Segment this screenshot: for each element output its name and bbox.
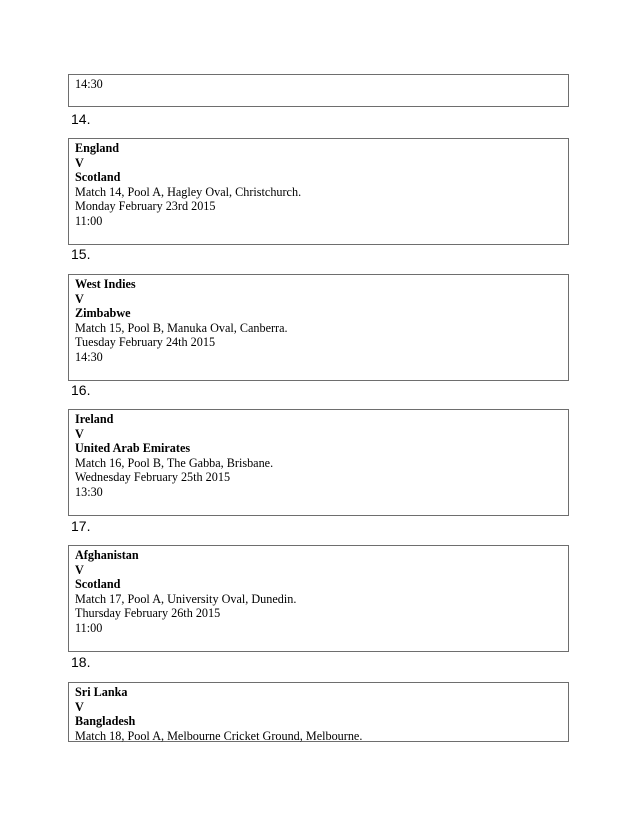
match-box [68, 274, 569, 381]
match-number: 15. [71, 246, 91, 262]
match-box-previous [68, 74, 569, 107]
match-date: Tuesday February 24th 2015 [75, 335, 216, 350]
match-number: 16. [71, 382, 91, 398]
team-home: England [75, 141, 120, 155]
team-away: Scotland [75, 170, 121, 185]
match-box [68, 138, 569, 245]
match-box [68, 545, 569, 652]
match-time: 14:30 [75, 77, 103, 91]
match-time: 14:30 [75, 349, 103, 364]
match-number: 17. [71, 518, 91, 534]
team-home: Afghanistan [75, 548, 139, 562]
match-time: 11:00 [75, 620, 103, 635]
team-away: Zimbabwe [75, 306, 131, 321]
versus-label: V [75, 291, 84, 306]
match-date: Wednesday February 25th 2015 [75, 470, 231, 485]
team-home: Ireland [75, 412, 114, 426]
match-number: 14. [71, 111, 91, 127]
match-details: Match 16, Pool B, The Gabba, Brisbane. [75, 455, 274, 470]
team-away: Scotland [75, 577, 121, 592]
versus-label: V [75, 562, 84, 577]
versus-label: V [75, 155, 84, 170]
team-home: West Indies [75, 277, 136, 291]
match-details: Match 15, Pool B, Manuka Oval, Canberra. [75, 320, 288, 335]
match-details: Match 14, Pool A, Hagley Oval, Christchurch. [75, 184, 302, 199]
match-details: Match 18, Pool A, Melbourne Cricket Ground, Melbourne. [75, 728, 363, 743]
match-box [68, 409, 569, 516]
team-home: Sri Lanka [75, 685, 128, 699]
match-date: Monday February 23rd 2015 [75, 199, 216, 214]
versus-label: V [75, 426, 84, 441]
team-away: Bangladesh [75, 714, 136, 729]
match-box [68, 682, 569, 742]
match-time: 11:00 [75, 213, 103, 228]
team-away: United Arab Emirates [75, 441, 191, 456]
match-number: 18. [71, 654, 91, 670]
match-time: 13:30 [75, 484, 103, 499]
match-date: Thursday February 26th 2015 [75, 606, 221, 621]
match-details: Match 17, Pool A, University Oval, Dunedin. [75, 591, 297, 606]
versus-label: V [75, 699, 84, 714]
